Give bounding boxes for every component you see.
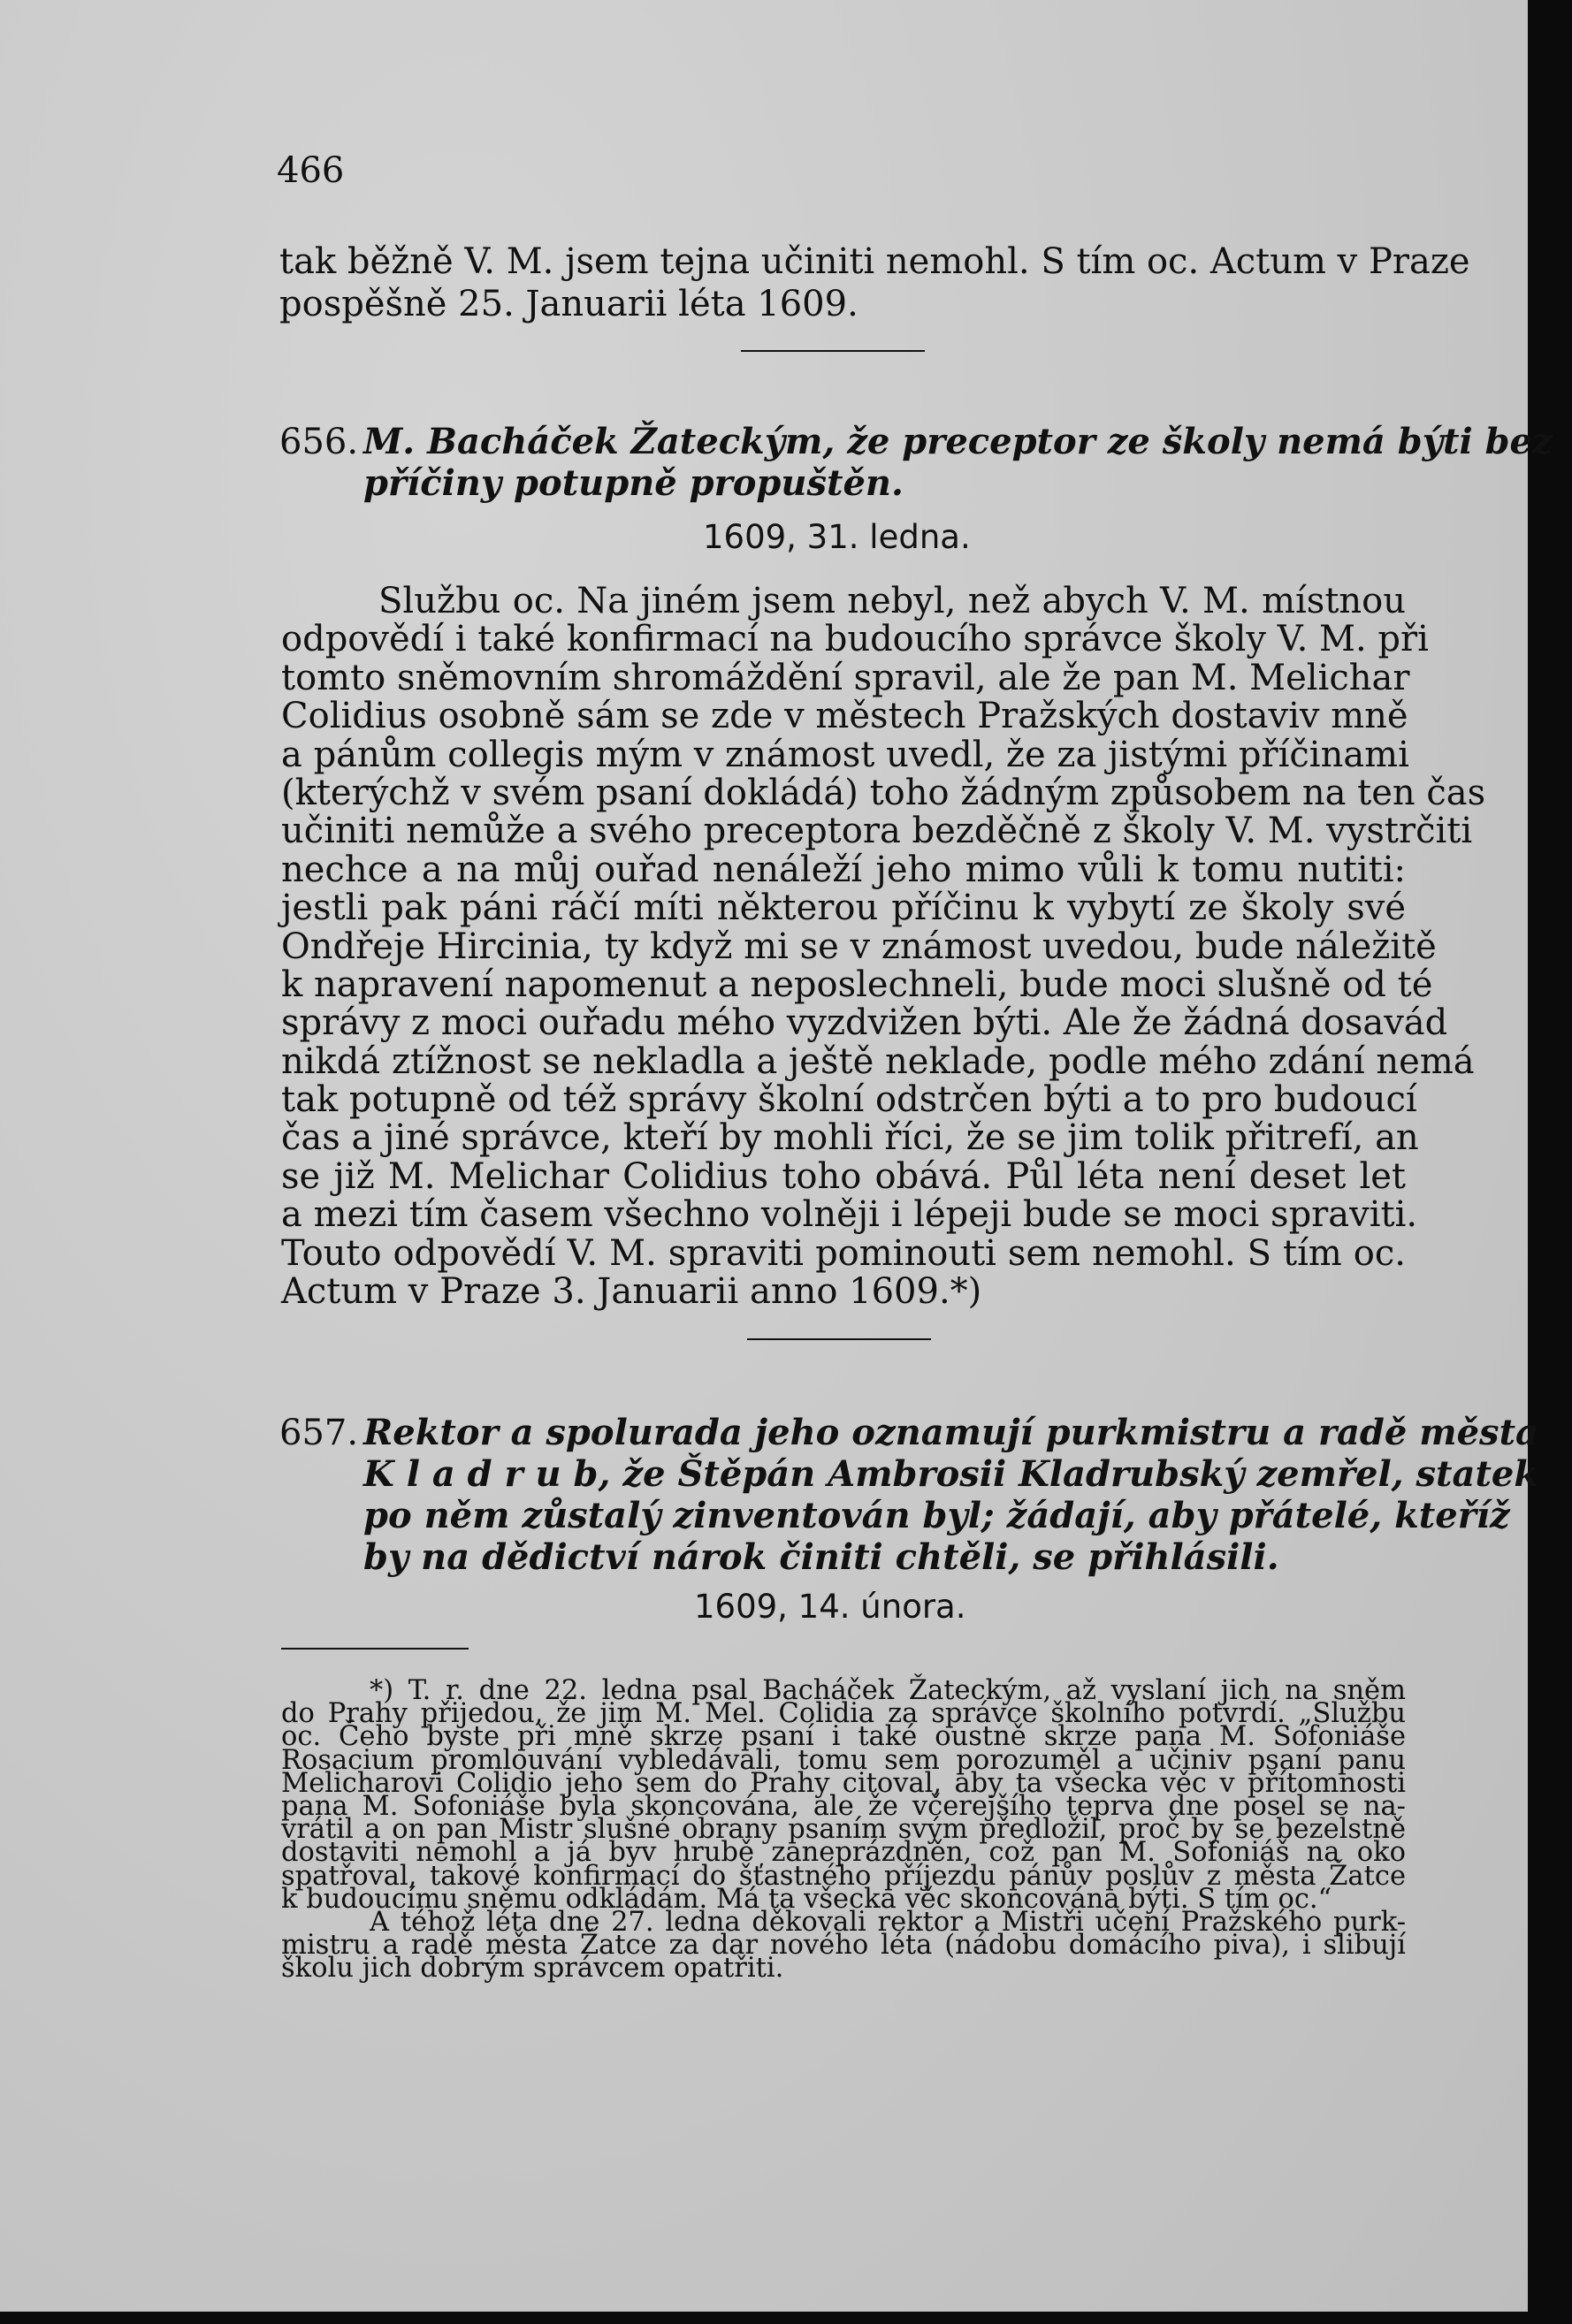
text-line: tak potupně od též správy školní odstrčen býti a to pro budoucí (281, 1079, 1417, 1121)
text-line: tak běžně V. M. jsem tejna učiniti nemohl. S tím oc. Actum v Praze (279, 241, 1470, 282)
text-line: a pánům collegis mým v známost uvedl, že za jistými příčinami (281, 734, 1409, 775)
text-line: správy z moci ouřadu mého vyzdvižen býti. Ale že žádná dosavád (281, 1002, 1448, 1044)
letter-657-date: 1609, 14. února. (694, 1588, 966, 1626)
text-line: k napravení napomenut a neposlechneli, bude moci slušně od té (281, 964, 1433, 1005)
text-line: (kterýchž v svém psaní dokládá) toho žádným způsobem na ten čas (281, 772, 1486, 813)
footnote (281, 1675, 1406, 1985)
text-line: čas a jiné správce, kteří by mohli říci, že se jim tolik přitrefí, an (281, 1117, 1419, 1159)
footnote-rule (281, 1648, 469, 1650)
text-line: Službu oc. Na jiném jsem nebyl, než abych V. M. místnou (378, 581, 1406, 621)
footnote-line: spatřoval, takové konfirmací do šťastného příjezdu pánův poslův z města Žatce (281, 1860, 1406, 1892)
footnote-line: do Prahy přijedou, že jim M. Mel. Colidia za správce školního potvrdí. „Službu (281, 1698, 1406, 1730)
text-line: a mezi tím časem všechno volněji i lépeji bude se moci spraviti. (281, 1194, 1418, 1236)
letter-656-heading (279, 421, 1553, 504)
text-line: učiniti nemůže a svého preceptora bezděčně z školy V. M. vystrčiti (281, 811, 1473, 852)
letter-number: 657. (279, 1413, 359, 1453)
heading-line: příčiny potupně propuštěn. (363, 462, 904, 504)
footnote-line: pana M. Sofoniáše byla skoncována, ale že včerejšího teprva dne posel se na- (281, 1790, 1406, 1822)
text-line: Touto odpovědí V. M. spraviti pominouti sem nemohl. S tím oc. (281, 1232, 1406, 1274)
text-line: nechce a na můj ouřad nenáleží jeho mimo vůli k tomu nutiti: (281, 849, 1406, 890)
text-line: pospěšně 25. Januarii léta 1609. (279, 284, 858, 324)
footnote-line: k budoucímu sněmu odkládám. Má ta všecka věc skoncována býti. S tím oc.“ (281, 1883, 1332, 1915)
footnote-line: školu jich dobrým správcem opatřiti. (281, 1953, 784, 1985)
text-line: Colidius osobně sám se zde v městech Pražských dostaviv mně (281, 696, 1408, 737)
heading-line: M. Bacháček Žateckým, že preceptor ze školy nemá býti bez (363, 421, 1553, 462)
letter-656-body (281, 581, 1486, 1313)
text-line: Ondřeje Hircinia, ty když mi se v známost uvedou, bude náležitě (281, 926, 1437, 967)
continuation-text (279, 240, 1470, 325)
heading-line: by na dědictví nárok činiti chtěli, se přihlásili. (363, 1536, 1279, 1578)
letter-number: 656. (279, 422, 359, 462)
text-line: odpovědí i také konfirmací na budoucího správce školy V. M. při (281, 619, 1429, 660)
footnote-line: Melicharovi Colidio jeho sem do Prahy citoval, aby ta všecka věc v přítomnosti (281, 1767, 1406, 1799)
section-divider (747, 1338, 931, 1340)
footnote-line: A téhož léta dne 27. ledna děkovali rektor a Mistři učení Pražského purk- (370, 1906, 1406, 1938)
footnote-line: vrátil a on pan Mistr slušné obrany psaním svým předložil, proč by se bezelstně (281, 1814, 1406, 1846)
text-line: se již M. Melichar Colidius toho obává. Půl léta není deset let (281, 1155, 1406, 1197)
heading-line: po něm zůstalý zinventován byl; žádají, aby přátelé, kteříž (363, 1495, 1510, 1536)
text-line: jestli pak páni ráčí míti některou příčinu k vybytí ze školy své (281, 888, 1406, 929)
text-line: nikdá ztížnost se nekladla a ještě neklade, podle mého zdání nemá (281, 1040, 1475, 1082)
letter-656-date: 1609, 31. ledna. (703, 518, 971, 556)
section-divider (741, 350, 925, 352)
footnote-line: mistru a radě města Žatce za dar nového léta (nádobu domácího piva), i slibují (281, 1930, 1406, 1962)
text-line: Actum v Praze 3. Januarii anno 1609.*) (281, 1271, 982, 1313)
footnote-line: oc. Čeho byste při mně skrze psaní i také oustně skrze pana M. Sofoniáše (281, 1721, 1406, 1753)
heading-line: K l a d r u b, že Štěpán Ambrosii Kladrubský zemřel, statek (363, 1453, 1539, 1495)
letter-657-heading (279, 1412, 1539, 1578)
page-number: 466 (277, 150, 345, 191)
text-line: tomto sněmovním shromáždění spravil, ale že pan M. Melichar (281, 657, 1410, 698)
footnote-line: Rosacium promlouvání vybledávali, tomu sem porozuměl a učiniv psaní panu (281, 1744, 1406, 1776)
heading-line: Rektor a spolurada jeho oznamují purkmistru a radě města (363, 1412, 1538, 1453)
footnote-line: dostaviti nemohl a já byv hrubě zaneprázdněn, což pan M. Sofoniáš na oko (281, 1837, 1406, 1869)
footnote-line: *) T. r. dne 22. ledna psal Bacháček Žateckým, až vyslaní jich na sněm (370, 1675, 1406, 1706)
